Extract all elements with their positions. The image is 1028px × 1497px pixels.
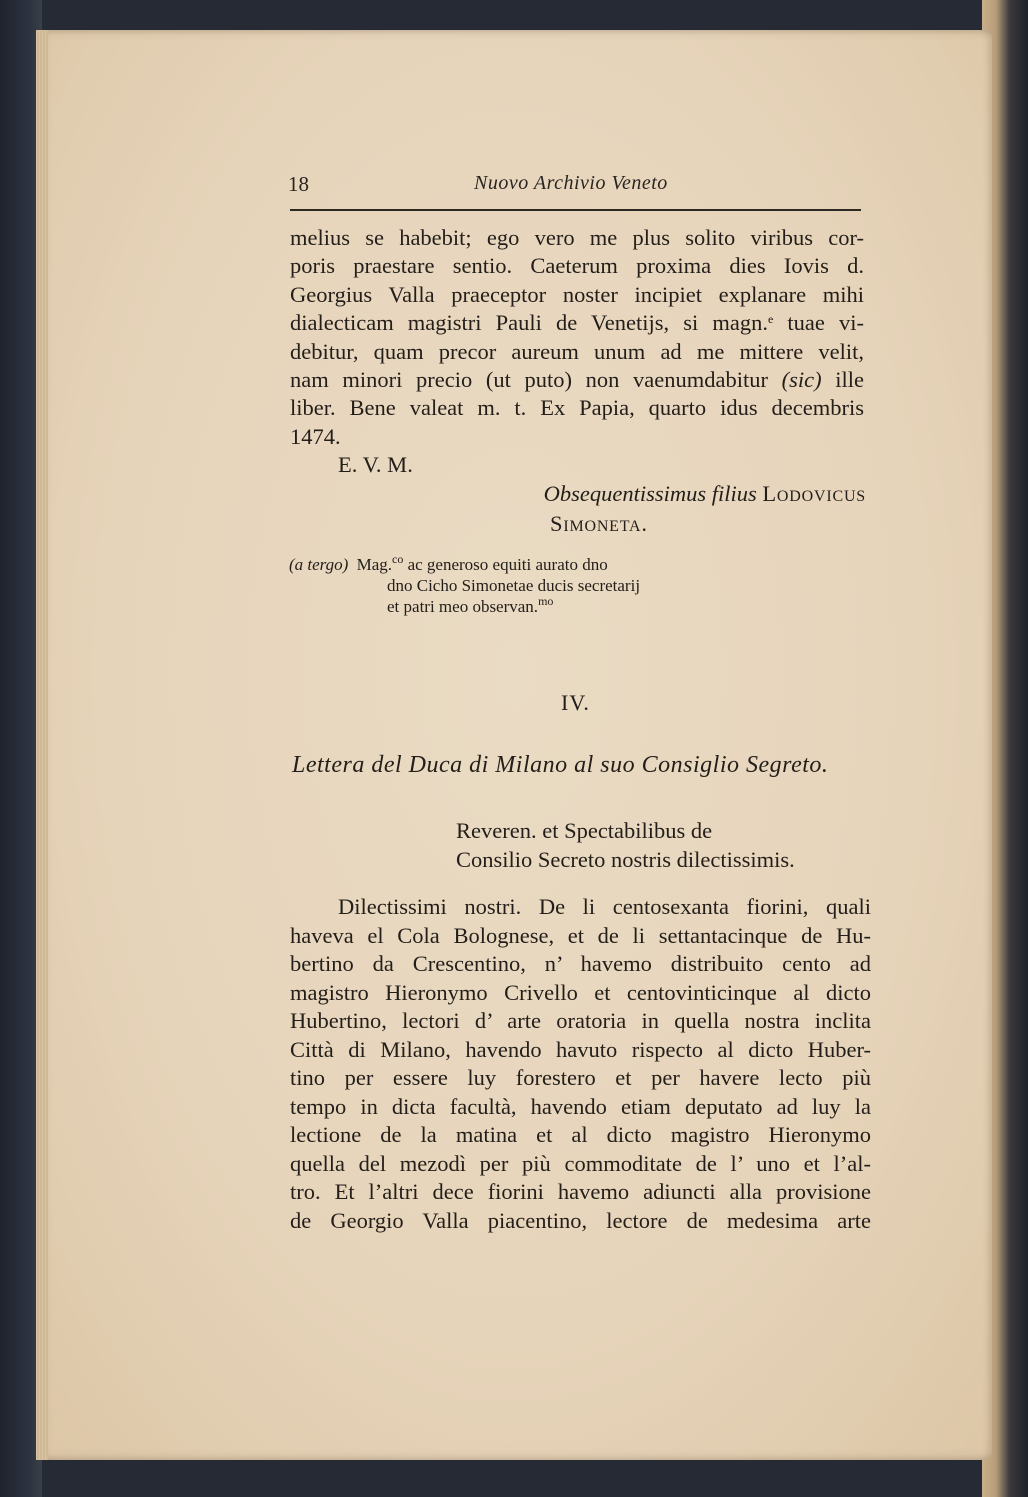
text-line: lectione de la matina et al dicto magistro Hieronymo — [290, 1122, 871, 1147]
signature-prefix: Obsequentissimus filius — [543, 481, 757, 506]
signature-surname: Simoneta. — [550, 511, 648, 537]
letter-iii-body — [290, 224, 864, 480]
text-line: nam minori precio (ut puto) non vaenumdabitur (sic) ille — [290, 367, 864, 393]
letter-iv-body — [290, 893, 871, 1235]
text-line: poris praestare sentio. Caeterum proxima dies Iovis d. — [290, 253, 864, 279]
address-label: (a tergo) — [289, 555, 349, 574]
section-numeral: IV. — [561, 690, 590, 715]
signature-name: Lodovicus — [762, 481, 866, 506]
page-stack-edges — [36, 30, 48, 1460]
header-rule — [290, 209, 861, 211]
salutation-line: Reveren. et Spectabilibus de — [456, 818, 713, 843]
text-line: melius se habebit; ego vero me plus solito viribus cor- — [290, 225, 864, 250]
text-line: Georgius Valla praeceptor noster incipiet explanare mihi — [290, 281, 864, 307]
text-line: Dilectissimi nostri. De li centosexanta fiorini, quali — [338, 894, 871, 919]
page-header — [288, 172, 862, 202]
salutation-line: Consilio Secreto nostris dilectissimis. — [456, 847, 795, 872]
text-line: de Georgio Valla piacentino, lectore de medesima arte — [290, 1207, 871, 1233]
address-line: dno Cicho Simonetae ducis secretarij — [387, 576, 641, 595]
text-line: quella del mezodì per più commoditate de l’ uno et l’al- — [290, 1150, 871, 1176]
text-line: haveva el Cola Bolognese, et de li settantacinque de Hu- — [290, 922, 871, 948]
running-title: Nuovo Archivio Veneto — [474, 172, 668, 194]
closing-line: E. V. M. — [338, 452, 413, 478]
text-line: tino per essere luy forestero et per havere lecto più — [290, 1065, 871, 1090]
text-line: tempo in dicta facultà, havendo etiam deputato ad luy la — [290, 1093, 871, 1119]
text-line: tro. Et l’altri dece fiorini havemo adiuncti alla provisione — [290, 1179, 871, 1204]
signature — [506, 480, 866, 539]
text-line: bertino da Crescentino, n’ havemo distribuito cento ad — [290, 951, 871, 976]
page-number: 18 — [288, 172, 309, 196]
year-line: 1474. — [290, 423, 341, 449]
text-line: debitur, quam precor aureum unum ad me mittere velit, — [290, 338, 864, 364]
text-line: Hubertino, lectori d’ arte oratoria in quella nostra inclita — [290, 1008, 871, 1033]
section-title: Lettera del Duca di Milano al suo Consiglio Segreto. — [292, 752, 829, 778]
address-line: Mag.$^{co}$ ac generoso equiti aurato dno — [356, 552, 608, 574]
text-line: Città di Milano, havendo havuto rispecto al dicto Huber- — [290, 1036, 871, 1062]
salutation — [456, 816, 876, 874]
text-line: dialecticam magistri Pauli de Venetijs, si magn.$^e$ tuae vi- — [290, 310, 865, 336]
address-block — [289, 554, 709, 617]
text-line: liber. Bene valeat m. t. Ex Papia, quarto idus decembris — [290, 395, 864, 421]
text-line: magistro Hieronymo Crivello et centovinticinque al dicto — [290, 979, 871, 1005]
address-line: et patri meo observan.$^{mo}$ — [387, 594, 554, 616]
